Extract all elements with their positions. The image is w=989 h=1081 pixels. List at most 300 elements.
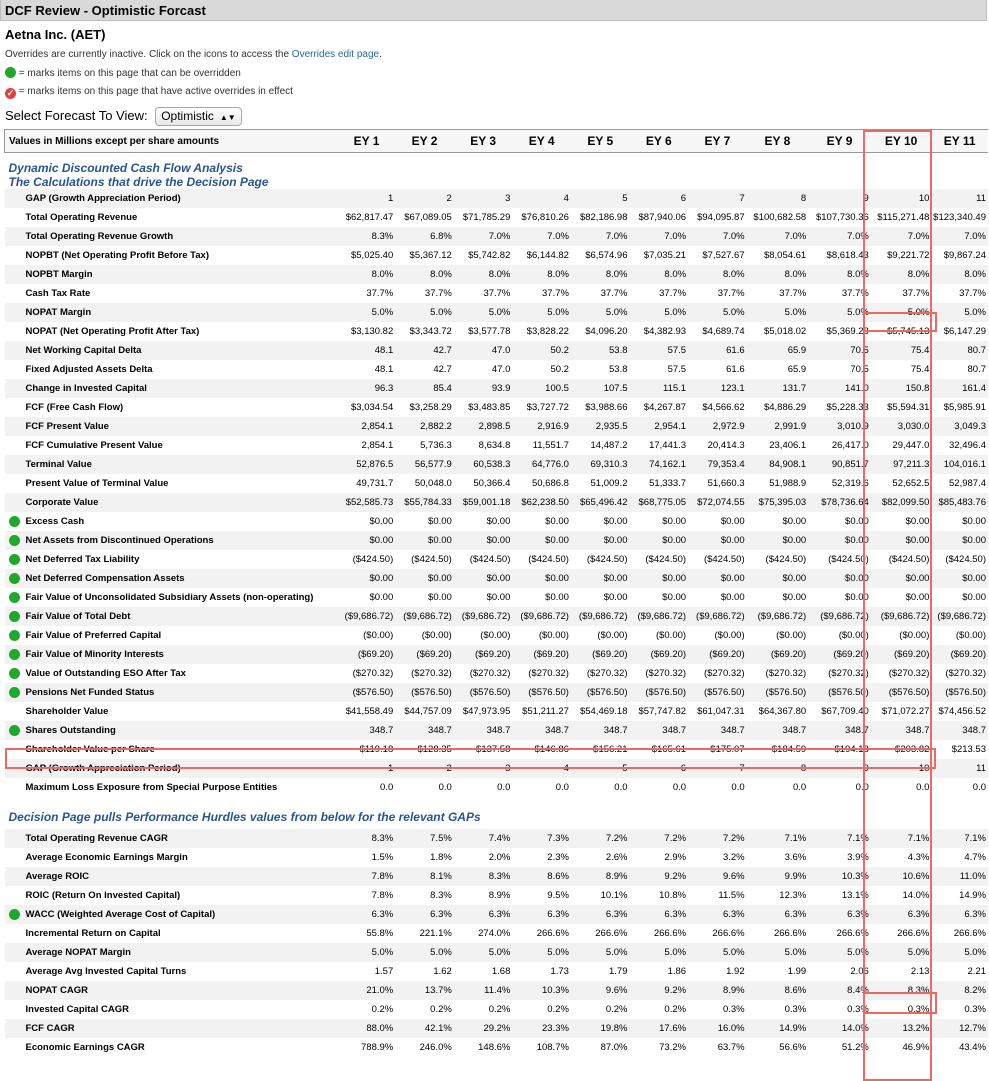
row-label bbox=[5, 208, 338, 227]
cell-ey7: 61.6 bbox=[726, 364, 745, 375]
override-dot-icon[interactable] bbox=[9, 554, 20, 565]
cell-ey1: $5,025.40 bbox=[350, 250, 394, 261]
table-header-row bbox=[5, 130, 989, 153]
cell-ey1: 21.0% bbox=[338, 981, 396, 1000]
cell-ey6: ($0.00) bbox=[655, 630, 687, 641]
cell-ey11: 3,049.3 bbox=[931, 417, 988, 436]
row-label bbox=[5, 398, 338, 417]
cell-ey10: 7.1% bbox=[871, 829, 932, 848]
row-label-text: Terminal Value bbox=[25, 459, 92, 470]
cell-ey9: $8,618.43 bbox=[826, 250, 869, 261]
cell-ey8: $184.59 bbox=[771, 744, 807, 755]
row-label bbox=[5, 829, 338, 848]
cell-ey1: $0.00 bbox=[338, 569, 396, 588]
row-label bbox=[5, 645, 338, 664]
cell-ey4: ($576.50) bbox=[512, 683, 571, 702]
cell-ey6: 1.86 bbox=[667, 966, 687, 977]
cell-ey5: 53.8 bbox=[571, 341, 630, 360]
cell-ey10: $5,594.31 bbox=[887, 402, 930, 413]
override-dot-icon[interactable] bbox=[9, 611, 20, 622]
cell-ey3: 50,366.4 bbox=[473, 478, 511, 489]
cell-ey6: 115.1 bbox=[630, 379, 689, 398]
row-label-text: Total Operating Revenue Growth bbox=[25, 231, 174, 242]
row-label bbox=[5, 189, 338, 208]
cell-ey1: 48.1 bbox=[338, 341, 396, 360]
cell-ey4: $0.00 bbox=[545, 592, 569, 603]
table-row-total-operating-revenue-cagr bbox=[5, 829, 989, 848]
row-label-text: FCF CAGR bbox=[25, 1023, 75, 1034]
cell-ey2: $67,089.05 bbox=[404, 212, 452, 223]
cell-ey5: $0.00 bbox=[571, 531, 630, 550]
cell-ey4: ($270.32) bbox=[528, 668, 569, 679]
cell-ey7: $61,047.31 bbox=[697, 706, 745, 717]
col-ey9: EY 9 bbox=[808, 130, 871, 153]
cell-ey7: 63.7% bbox=[717, 1042, 745, 1053]
cell-ey10: $82,099.50 bbox=[871, 493, 932, 512]
override-dot-icon[interactable] bbox=[9, 630, 20, 641]
cell-ey2: 0.2% bbox=[430, 1004, 452, 1015]
cell-ey1: 2,854.1 bbox=[338, 417, 396, 436]
cell-ey4: 23.3% bbox=[512, 1019, 571, 1038]
cell-ey9: 3,010.9 bbox=[808, 417, 871, 436]
override-dot-icon[interactable] bbox=[9, 516, 20, 527]
override-dot-icon[interactable] bbox=[9, 687, 20, 698]
cell-ey5: ($0.00) bbox=[597, 630, 628, 641]
cell-ey6: $0.00 bbox=[630, 531, 689, 550]
override-dot-icon[interactable] bbox=[9, 535, 20, 546]
cell-ey2: 42.1% bbox=[395, 1019, 454, 1038]
cell-ey10: 52,652.5 bbox=[892, 478, 930, 489]
row-label-text: Shares Outstanding bbox=[25, 725, 116, 736]
table-row-incremental-return-on-capital bbox=[5, 924, 989, 943]
cell-ey1: 8.0% bbox=[338, 265, 396, 284]
cell-ey8: $0.00 bbox=[782, 592, 807, 603]
cell-ey8: $5,018.02 bbox=[763, 326, 807, 337]
row-label-text: Net Deferred Tax Liability bbox=[25, 554, 140, 565]
forecast-label: Select Forecast To View: bbox=[5, 108, 148, 123]
cell-ey6: 0.2% bbox=[664, 1004, 687, 1015]
cell-ey11: ($69.20) bbox=[931, 645, 988, 664]
cell-ey11: $85,483.76 bbox=[931, 493, 988, 512]
row-label-text: Incremental Return on Capital bbox=[25, 928, 161, 939]
cell-ey7: 0.0 bbox=[731, 782, 745, 793]
cell-ey4: 0.2% bbox=[547, 1004, 569, 1015]
row-label bbox=[5, 905, 338, 924]
cell-ey5: 2,935.5 bbox=[571, 417, 630, 436]
cell-ey5: 6.3% bbox=[571, 905, 630, 924]
cell-ey1: ($0.00) bbox=[363, 630, 394, 641]
cell-ey1: 52,876.5 bbox=[338, 455, 396, 474]
cell-ey4: 100.5 bbox=[512, 379, 571, 398]
cell-ey9: 14.0% bbox=[808, 1019, 871, 1038]
cell-ey5: 1.79 bbox=[609, 966, 628, 977]
cell-ey5: 5.0% bbox=[571, 943, 630, 962]
cell-ey6: 348.7 bbox=[630, 721, 689, 740]
cell-ey10: $0.00 bbox=[905, 592, 930, 603]
row-label bbox=[5, 493, 338, 512]
cell-ey8: 3.6% bbox=[784, 852, 807, 863]
cell-ey4: 8.6% bbox=[512, 867, 571, 886]
col-ey2: EY 2 bbox=[395, 130, 454, 153]
cell-ey5: 10.1% bbox=[600, 890, 628, 901]
override-dot-icon[interactable] bbox=[9, 573, 20, 584]
cell-ey6: $68,775.05 bbox=[630, 493, 689, 512]
row-label-text: Average Economic Earnings Margin bbox=[25, 852, 188, 863]
row-label bbox=[5, 379, 338, 398]
cell-ey4: 266.6% bbox=[536, 928, 569, 939]
table-row-excess-cash bbox=[5, 512, 989, 531]
table-row-wacc-weighted-average-cost-of-capital bbox=[5, 905, 989, 924]
cell-ey10: $203.82 bbox=[895, 744, 930, 755]
cell-ey10: 10 bbox=[871, 759, 932, 778]
cell-ey11: 161.4 bbox=[931, 379, 988, 398]
row-label bbox=[5, 322, 338, 341]
cell-ey9: ($0.00) bbox=[838, 630, 869, 641]
cell-ey7: $0.00 bbox=[688, 569, 747, 588]
col-ey10: EY 10 bbox=[871, 130, 932, 153]
cell-ey8: $8,054.61 bbox=[763, 250, 807, 261]
cell-ey1: ($424.50) bbox=[352, 554, 394, 565]
cell-ey5: 0.2% bbox=[605, 1004, 628, 1015]
cell-ey2: 50,048.0 bbox=[414, 478, 452, 489]
cell-ey9: 8.4% bbox=[808, 981, 871, 1000]
override-dot-icon[interactable] bbox=[9, 668, 20, 679]
cell-ey2: 1.62 bbox=[433, 966, 452, 977]
cell-ey9: $0.00 bbox=[808, 569, 871, 588]
row-label-text: Economic Earnings CAGR bbox=[25, 1042, 145, 1053]
cell-ey10: 3,030.0 bbox=[871, 417, 932, 436]
cell-ey5: $0.00 bbox=[571, 569, 630, 588]
cell-ey6: 5.0% bbox=[630, 943, 689, 962]
table-row-shares-outstanding bbox=[5, 721, 989, 740]
cell-ey6: ($424.50) bbox=[645, 554, 687, 565]
cell-ey4: 0.0 bbox=[555, 782, 569, 793]
cell-ey7: 7 bbox=[688, 189, 747, 208]
overrides-note bbox=[5, 49, 382, 60]
cell-ey1: 88.0% bbox=[338, 1019, 396, 1038]
cell-ey11: 11 bbox=[931, 759, 988, 778]
row-label bbox=[5, 284, 338, 303]
cell-ey8: 14.9% bbox=[747, 1019, 809, 1038]
cell-ey10: 97,211.3 bbox=[871, 455, 932, 474]
row-label-text: Fair Value of Minority Interests bbox=[25, 649, 164, 660]
cell-ey9: 7.0% bbox=[808, 227, 871, 246]
red-legend-text: = marks items on this page that have active overrides in effect bbox=[18, 86, 293, 97]
cell-ey11: 2.21 bbox=[967, 966, 986, 977]
cell-ey7: $4,689.74 bbox=[702, 326, 745, 337]
cell-ey1: $0.00 bbox=[369, 592, 394, 603]
cell-ey7: 5.0% bbox=[688, 303, 747, 322]
green-legend-text: = marks items on this page that can be overridden bbox=[18, 68, 241, 79]
cell-ey10: ($9,686.72) bbox=[871, 607, 932, 626]
table-row-fcf-present-value bbox=[5, 417, 989, 436]
cell-ey6: $4,382.93 bbox=[643, 326, 687, 337]
table-row-present-value-of-terminal-value bbox=[5, 474, 989, 493]
cell-ey7: $0.00 bbox=[688, 531, 747, 550]
cell-ey7: $0.00 bbox=[720, 516, 745, 527]
cell-ey11: ($9,686.72) bbox=[931, 607, 988, 626]
cell-ey10: $5,745.13 bbox=[887, 326, 930, 337]
cell-ey9: $5,369.28 bbox=[826, 326, 869, 337]
cell-ey8: 2,991.9 bbox=[747, 417, 809, 436]
cell-ey8: 6.3% bbox=[747, 905, 809, 924]
cell-ey7: 348.7 bbox=[688, 721, 747, 740]
cell-ey8: $0.00 bbox=[782, 516, 807, 527]
cell-ey2: 37.7% bbox=[424, 288, 452, 299]
cell-ey7: 79,353.4 bbox=[688, 455, 747, 474]
cell-ey4: $3,727.72 bbox=[526, 402, 569, 413]
cell-ey6: 7.2% bbox=[630, 829, 689, 848]
cell-ey3: 8.9% bbox=[488, 890, 511, 901]
cell-ey3: 348.7 bbox=[454, 721, 513, 740]
cell-ey5: ($424.50) bbox=[586, 554, 628, 565]
cell-ey8: 348.7 bbox=[747, 721, 809, 740]
cell-ey6: $165.61 bbox=[651, 744, 687, 755]
row-label-text: Invested Capital CAGR bbox=[25, 1004, 129, 1015]
table-row-fair-value-of-total-debt bbox=[5, 607, 989, 626]
cell-ey7: ($270.32) bbox=[703, 668, 745, 679]
cell-ey8: $0.00 bbox=[747, 569, 809, 588]
cell-ey2: ($270.32) bbox=[411, 668, 452, 679]
row-label bbox=[5, 886, 338, 905]
col-ey5: EY 5 bbox=[571, 130, 630, 153]
cell-ey8: $4,886.29 bbox=[763, 402, 807, 413]
cell-ey2: 348.7 bbox=[395, 721, 454, 740]
row-label bbox=[5, 588, 338, 607]
row-label bbox=[5, 569, 338, 588]
forecast-select[interactable] bbox=[155, 107, 242, 126]
overrides-edit-link[interactable]: Overrides edit page bbox=[291, 49, 380, 60]
cell-ey1: 0.2% bbox=[371, 1004, 394, 1015]
cell-ey4: 6.3% bbox=[512, 905, 571, 924]
row-label bbox=[5, 924, 338, 943]
cell-ey4: 50.2 bbox=[550, 364, 569, 375]
cell-ey6: 266.6% bbox=[653, 928, 687, 939]
table-row-pensions-net-funded-status bbox=[5, 683, 989, 702]
cell-ey11: ($424.50) bbox=[945, 554, 986, 565]
cell-ey3: 148.6% bbox=[478, 1042, 511, 1053]
cell-ey11: 52,987.4 bbox=[949, 478, 986, 489]
cell-ey2: $0.00 bbox=[395, 531, 454, 550]
cell-ey4: 108.7% bbox=[536, 1042, 569, 1053]
cell-ey6: 17,441.3 bbox=[649, 440, 687, 451]
cell-ey11: 7.0% bbox=[931, 227, 988, 246]
cell-ey11: $5,985.91 bbox=[943, 402, 986, 413]
cell-ey8: 8.6% bbox=[747, 981, 809, 1000]
row-label bbox=[5, 341, 338, 360]
row-label-text: Fixed Adjusted Assets Delta bbox=[25, 364, 153, 375]
cell-ey4: 10.3% bbox=[512, 981, 571, 1000]
cell-ey10: ($0.00) bbox=[899, 630, 930, 641]
cell-ey11: $9,867.24 bbox=[943, 250, 986, 261]
cell-ey11: $6,147.29 bbox=[943, 326, 986, 337]
cell-ey2: 56,577.9 bbox=[395, 455, 454, 474]
row-label bbox=[5, 664, 338, 683]
cell-ey10: 4.3% bbox=[907, 852, 930, 863]
cell-ey3: ($270.32) bbox=[469, 668, 511, 679]
cell-ey8: 1.99 bbox=[787, 966, 807, 977]
cell-ey4: $0.00 bbox=[512, 569, 571, 588]
cell-ey6: $87,940.06 bbox=[638, 212, 687, 223]
cell-ey9: ($576.50) bbox=[808, 683, 871, 702]
cell-ey5: 5 bbox=[571, 189, 630, 208]
cell-ey6: $57,747.82 bbox=[638, 706, 687, 717]
cell-ey7: 1.92 bbox=[726, 966, 745, 977]
cell-ey8: ($576.50) bbox=[747, 683, 809, 702]
cell-ey3: 2.0% bbox=[488, 852, 511, 863]
cell-ey7: ($576.50) bbox=[688, 683, 747, 702]
cell-ey4: $3,828.22 bbox=[526, 326, 569, 337]
cell-ey9: 37.7% bbox=[841, 288, 869, 299]
cell-ey1: 7.8% bbox=[338, 867, 396, 886]
cell-ey8: 0.0 bbox=[793, 782, 807, 793]
cell-ey8: 266.6% bbox=[773, 928, 807, 939]
cell-ey4: ($424.50) bbox=[528, 554, 569, 565]
cell-ey4: 50,686.8 bbox=[531, 478, 569, 489]
cell-ey1: 2,854.1 bbox=[361, 440, 394, 451]
cell-ey2: 8.3% bbox=[430, 890, 452, 901]
cell-ey3: $59,001.18 bbox=[454, 493, 513, 512]
cell-ey6: 73.2% bbox=[659, 1042, 687, 1053]
cell-ey6: 74,162.1 bbox=[630, 455, 689, 474]
cell-ey11: ($270.32) bbox=[945, 668, 986, 679]
cell-ey6: ($270.32) bbox=[645, 668, 687, 679]
row-label bbox=[5, 867, 338, 886]
cell-ey11: 8.0% bbox=[931, 265, 988, 284]
cell-ey6: 51,333.7 bbox=[649, 478, 687, 489]
override-dot-icon[interactable] bbox=[9, 592, 20, 603]
cell-ey7: 37.7% bbox=[717, 288, 745, 299]
cell-ey3: 8.3% bbox=[454, 867, 513, 886]
cell-ey9: $5,228.33 bbox=[826, 402, 869, 413]
cell-ey8: ($424.50) bbox=[765, 554, 807, 565]
cell-ey5: 8.9% bbox=[571, 867, 630, 886]
table-row-fixed-adjusted-assets-delta bbox=[5, 360, 989, 379]
cell-ey4: 8.0% bbox=[512, 265, 571, 284]
cell-ey2: 6.3% bbox=[395, 905, 454, 924]
cell-ey10: 2.13 bbox=[910, 966, 930, 977]
cell-ey10: 14.0% bbox=[902, 890, 930, 901]
row-label bbox=[5, 1019, 338, 1038]
cell-ey6: $0.00 bbox=[630, 569, 689, 588]
table-row-average-roic bbox=[5, 867, 989, 886]
cell-ey7: $94,095.87 bbox=[697, 212, 745, 223]
cell-ey9: 10.3% bbox=[808, 867, 871, 886]
cell-ey9: 5.0% bbox=[808, 303, 871, 322]
cell-ey2: ($69.20) bbox=[395, 645, 454, 664]
section-title-hurdles: Decision Page pulls Performance Hurdles values from below for the relevant GAPs bbox=[8, 810, 481, 824]
cell-ey5: 5 bbox=[571, 759, 630, 778]
cell-ey7: ($69.20) bbox=[688, 645, 747, 664]
cell-ey10: 8.3% bbox=[871, 981, 932, 1000]
override-available-icon bbox=[5, 67, 16, 78]
cell-ey2: 42.7 bbox=[433, 364, 452, 375]
cell-ey3: 3 bbox=[454, 759, 513, 778]
cell-ey10: 10 bbox=[871, 189, 932, 208]
cell-ey10: 0.0 bbox=[916, 782, 930, 793]
cell-ey3: 8.0% bbox=[454, 265, 513, 284]
cell-ey10: ($270.32) bbox=[888, 668, 930, 679]
cell-ey1: 0.0 bbox=[380, 782, 394, 793]
cell-ey9: 9 bbox=[808, 189, 871, 208]
row-label bbox=[5, 848, 338, 867]
override-dot-icon[interactable] bbox=[9, 725, 20, 736]
cell-ey1: ($576.50) bbox=[338, 683, 396, 702]
cell-ey9: 141.0 bbox=[808, 379, 871, 398]
row-label-text: ROIC (Return On Invested Capital) bbox=[25, 890, 181, 901]
cell-ey6: 57.5 bbox=[667, 364, 687, 375]
cell-ey2: $128.35 bbox=[417, 744, 452, 755]
cell-ey1: $0.00 bbox=[369, 516, 394, 527]
cell-ey3: 93.9 bbox=[454, 379, 513, 398]
cell-ey8: ($69.20) bbox=[747, 645, 809, 664]
cell-ey1: $119.18 bbox=[359, 744, 394, 755]
cell-ey3: 5.0% bbox=[454, 943, 513, 962]
row-label bbox=[5, 778, 338, 797]
cell-ey11: $0.00 bbox=[931, 569, 988, 588]
cell-ey6: 7.0% bbox=[630, 227, 689, 246]
table-row-economic-earnings-cagr bbox=[5, 1038, 989, 1057]
cell-ey7: 2,972.9 bbox=[688, 417, 747, 436]
cell-ey11: 6.3% bbox=[931, 905, 988, 924]
cell-ey2: 221.1% bbox=[419, 928, 452, 939]
cell-ey3: 0.0 bbox=[497, 782, 511, 793]
row-label bbox=[5, 550, 338, 569]
cell-ey7: 3.2% bbox=[722, 852, 745, 863]
table-row-fair-value-of-preferred-capital bbox=[5, 626, 989, 645]
cell-ey6: $0.00 bbox=[662, 592, 687, 603]
cell-ey4: ($9,686.72) bbox=[512, 607, 571, 626]
cell-ey8: 84,908.1 bbox=[747, 455, 809, 474]
table-row-net-working-capital-delta bbox=[5, 341, 989, 360]
table-row-shareholder-value-per-share bbox=[5, 740, 989, 759]
cell-ey5: 8.0% bbox=[571, 265, 630, 284]
col-ey8: EY 8 bbox=[747, 130, 809, 153]
row-label-text: GAP (Growth Appreciation Period) bbox=[25, 193, 181, 204]
cell-ey9: 5.0% bbox=[808, 943, 871, 962]
cell-ey11: 37.7% bbox=[959, 288, 986, 299]
override-dot-icon[interactable] bbox=[9, 909, 20, 920]
cell-ey10: 75.4 bbox=[910, 364, 930, 375]
cell-ey2: 13.7% bbox=[395, 981, 454, 1000]
cell-ey5: 2.6% bbox=[605, 852, 628, 863]
table-row-roic-return-on-invested-capital bbox=[5, 886, 989, 905]
cell-ey5: 19.8% bbox=[571, 1019, 630, 1038]
row-label bbox=[5, 702, 338, 721]
row-label-text: GAP (Growth Appreciation Period) bbox=[25, 763, 181, 774]
cell-ey3: 47.0 bbox=[454, 341, 513, 360]
cell-ey2: 7.5% bbox=[395, 829, 454, 848]
cell-ey7: $0.00 bbox=[720, 592, 745, 603]
cell-ey9: ($270.32) bbox=[828, 668, 869, 679]
row-label bbox=[5, 1038, 338, 1057]
cell-ey1: 348.7 bbox=[338, 721, 396, 740]
cell-ey11: $0.00 bbox=[931, 531, 988, 550]
green-legend bbox=[5, 67, 241, 79]
table-row-fair-value-of-minority-interests bbox=[5, 645, 989, 664]
cell-ey8: 7.0% bbox=[747, 227, 809, 246]
table-row-total-operating-revenue bbox=[5, 208, 989, 227]
header-label: Values in Millions except per share amounts bbox=[5, 130, 338, 153]
cell-ey5: $82,186.98 bbox=[579, 212, 628, 223]
cell-ey8: 131.7 bbox=[747, 379, 809, 398]
cell-ey10: 348.7 bbox=[871, 721, 932, 740]
cell-ey2: 0.0 bbox=[438, 782, 452, 793]
override-dot-icon[interactable] bbox=[9, 649, 20, 660]
cell-ey1: 5.0% bbox=[338, 943, 396, 962]
cell-ey7: 9.6% bbox=[688, 867, 747, 886]
cell-ey9: 13.1% bbox=[841, 890, 869, 901]
